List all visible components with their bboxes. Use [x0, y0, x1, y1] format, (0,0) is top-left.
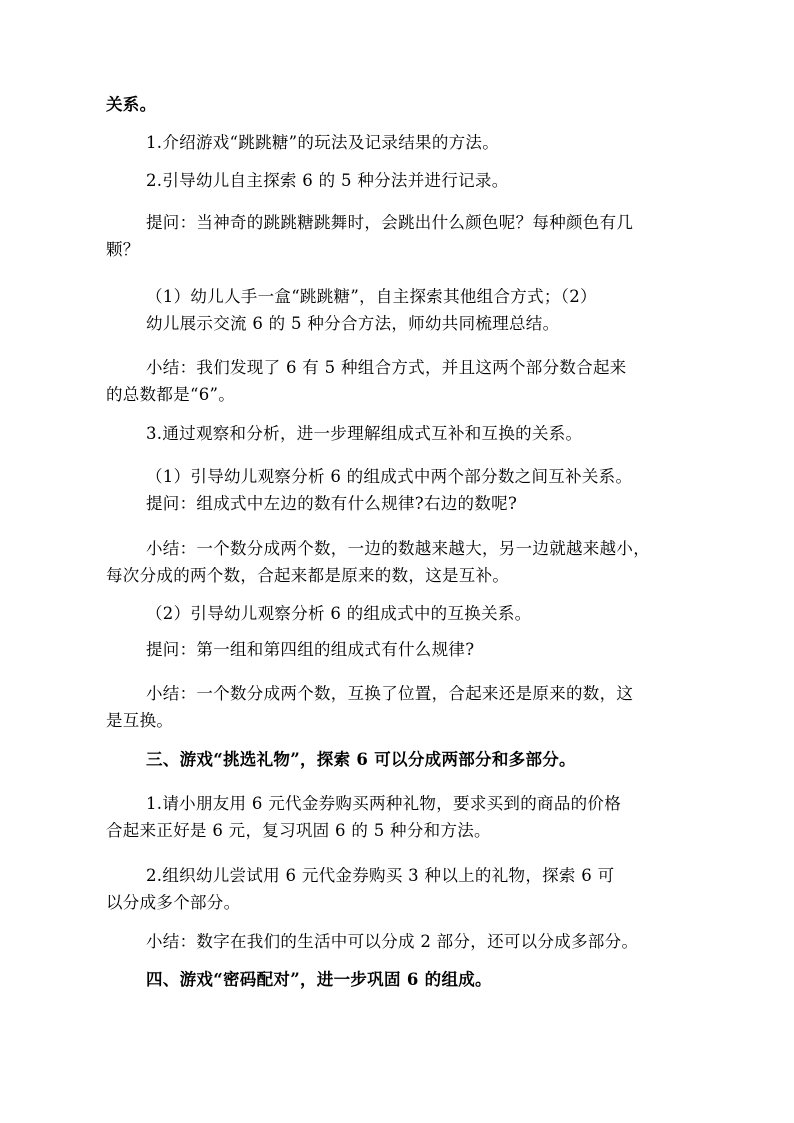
text-line: （1）引导幼儿观察分析 6 的组成式中两个部分数之间互补关系。: [146, 467, 633, 486]
text-line: 小结：一个数分成两个数，一边的数越来越大，另一边就越来越小，: [146, 539, 650, 558]
text-line: 每次分成的两个数，合起来都是原来的数，这是互补。: [106, 566, 510, 585]
text-line: 2.引导幼儿自主探索 6 的 5 种分法并进行记录。: [146, 171, 509, 190]
text-line: 幼儿展示交流 6 的 5 种分合方法，师幼共同梳理总结。: [146, 314, 560, 333]
text-line: 是互换。: [106, 711, 174, 730]
text-line: 颗？: [106, 240, 140, 259]
text-line: 1.介绍游戏“跳跳糖”的玩法及记录结果的方法。: [146, 133, 500, 152]
text-line: 合起来正好是 6 元，复习巩固 6 的 5 种分和方法。: [106, 821, 491, 840]
text-line: （1）幼儿人手一盒“跳跳糖”，自主探索其他组合方式；（2）: [146, 287, 597, 306]
section-heading: 四、游戏“密码配对”，进一步巩固 6 的组成。: [146, 970, 492, 989]
text-line: 小结：数字在我们的生活中可以分成 2 部分，还可以分成多部分。: [146, 932, 639, 951]
text-line: 2.组织幼儿尝试用 6 元代金券购买 3 种以上的礼物，探索 6 可: [146, 866, 615, 885]
text-line: 1.请小朋友用 6 元代金券购买两种礼物，要求买到的商品的价格: [146, 794, 622, 813]
section-heading: 三、游戏“挑选礼物”，探索 6 可以分成两部分和多部分。: [146, 750, 576, 769]
text-line: 以分成多个部分。: [106, 893, 241, 912]
text-line: 提问：第一组和第四组的组成式有什么规律?: [146, 640, 475, 659]
text-line: 小结：我们发现了 6 有 5 种组合方式，并且这两个部分数合起来: [146, 358, 627, 377]
text-line: 小结：一个数分成两个数，互换了位置，合起来还是原来的数，这: [146, 684, 634, 703]
text-line: 的总数都是“6”。: [106, 385, 236, 404]
text-line: 3.通过观察和分析，进一步理解组成式互补和互换的关系。: [146, 424, 583, 443]
text-line: 提问：当神奇的跳跳糖跳舞时，会跳出什么颜色呢？每种颜色有几: [146, 213, 634, 232]
text-line: （2）引导幼儿观察分析 6 的组成式中的互换关系。: [146, 604, 532, 623]
text-line: 关系。: [106, 95, 157, 114]
text-line: 提问：组成式中左边的数有什么规律?右边的数呢?: [146, 494, 518, 513]
